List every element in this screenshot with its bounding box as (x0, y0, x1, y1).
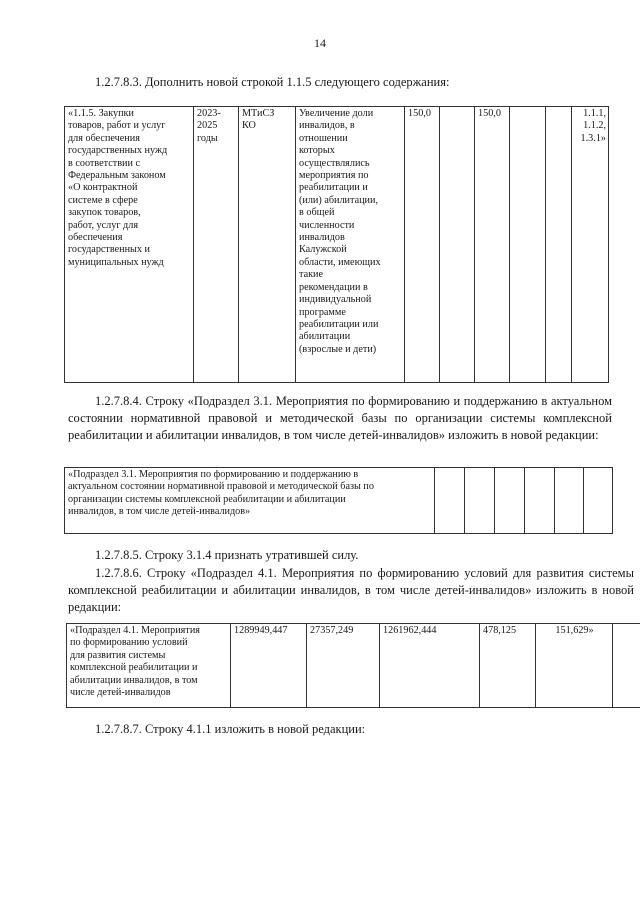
cell-total: 1289949,447 (231, 624, 307, 708)
table-subsection-4-1 (66, 623, 640, 708)
indicator-line: в общей (299, 207, 335, 219)
cell-empty (555, 468, 584, 534)
subsection-3-1-line: организации системы комплексной реабилитации и абилитации (68, 493, 346, 505)
indicator-line: отношении (299, 132, 348, 144)
paragraph-1-2-7-8-6: 1.2.7.8.6. Строку «Подраздел 4.1. Мероприятия по формированию условий для развития системы комплексной реабилитации и абилитации инвалидов, в том числе детей-инвалидов» изложить в новой редакции: (68, 566, 634, 614)
indicator-line: Калужской (299, 244, 347, 256)
indicator-line: индивидуальной (299, 294, 372, 306)
paragraph-1-2-7-8-7: 1.2.7.8.7. Строку 4.1.1 изложить в новой редакции: (95, 722, 366, 736)
subsection-4-1-line: для развития системы (70, 649, 166, 661)
cell-subsection-3-1-text (65, 468, 435, 534)
indicator-line: абилитации (299, 331, 351, 343)
link-line: 1.1.1, (583, 108, 606, 119)
indicator-line: такие (299, 269, 324, 281)
link-line: 1.1.2, (583, 120, 606, 132)
indicator-line: осуществлялись (299, 157, 370, 169)
cell-empty (495, 468, 525, 534)
indicator-line: численности (299, 219, 355, 231)
measure-name-line: в соответствии с (68, 157, 140, 169)
measure-name-line: работ, услуг для (68, 219, 139, 231)
link-line: 1.3.1» (580, 132, 606, 144)
paragraph-1-2-7-8-5: 1.2.7.8.5. Строку 3.1.4 признать утратившей силу. (95, 548, 359, 562)
measure-name-line: для обеспечения (68, 132, 140, 144)
indicator-line: инвалидов (299, 232, 345, 244)
measure-name-line: муниципальных нужд (68, 256, 164, 268)
subsection-4-1-line: числе детей-инвалидов (70, 687, 171, 699)
cell-federal: 27357,249 (307, 624, 380, 708)
measure-name-line: товаров, работ и услуг (68, 120, 166, 132)
indicator-line: (или) абилитации, (299, 194, 379, 206)
cell-regional: 1261962,444 (380, 624, 480, 708)
paragraph-1-2-7-8-4: 1.2.7.8.4. Строку «Подраздел 3.1. Мероприятия по формированию и поддержанию в актуальном состоянии нормативной правовой и методической базы по организации системы комплексной реабилитации и абилитации инвалидов, в том числе детей-инвалидов» изложить в новой редакции: (68, 394, 612, 442)
cell-links (572, 107, 609, 383)
cell-subsection-4-1-name (67, 624, 231, 708)
indicator-line: реабилитации или (299, 318, 379, 330)
subsection-3-1-line: актуальном состоянии нормативной правовой и методической базы по (68, 481, 374, 493)
measure-name-line: системе в сфере (68, 194, 138, 206)
cell-executor (239, 107, 296, 383)
cell-value-3: 150,0 (475, 107, 510, 383)
indicator-line: (взрослые и дети) (299, 343, 377, 355)
subsection-3-1-line: «Подраздел 3.1. Мероприятия по формированию и поддержанию в (68, 469, 359, 480)
measure-name-line: государственных и (68, 244, 150, 256)
period-line: годы (197, 132, 218, 144)
cell-extra (613, 624, 640, 708)
cell-empty (435, 468, 465, 534)
cell-value-5 (546, 107, 572, 383)
measure-name-line: государственных нужд (68, 145, 168, 157)
period-line: 2023- (197, 108, 221, 119)
subsection-4-1-line: комплексной реабилитации и (70, 662, 198, 674)
indicator-line: программе (299, 306, 346, 318)
indicator-line: мероприятия по (299, 170, 369, 182)
cell-other: 151,629» (536, 624, 613, 708)
cell-empty (584, 468, 613, 534)
measure-name-line: Федеральным законом (68, 170, 166, 182)
cell-period (194, 107, 239, 383)
indicator-line: рекомендации в (299, 281, 368, 293)
measure-name-line: «О контрактной (68, 182, 138, 194)
cell-indicator (296, 107, 405, 383)
cell-value-2 (440, 107, 475, 383)
paragraph-1-2-7-8-3: 1.2.7.8.3. Дополнить новой строкой 1.1.5 следующего содержания: (95, 75, 450, 89)
table-subsection-3-1 (64, 467, 613, 534)
period-line: 2025 (197, 120, 218, 132)
indicator-line: инвалидов, в (299, 120, 355, 132)
executor-line: КО (242, 120, 256, 132)
cell-empty (465, 468, 495, 534)
measure-name-line: обеспечения (68, 232, 123, 244)
page-number: 14 (314, 36, 326, 50)
measure-name-line: закупок товаров, (68, 207, 141, 219)
subsection-4-1-line: абилитации инвалидов, в том (70, 674, 198, 686)
indicator-line: которых (299, 145, 335, 157)
executor-line: МТиСЗ (242, 108, 275, 119)
indicator-line: Увеличение доли (299, 108, 374, 119)
measure-name-line: «1.1.5. Закупки (68, 108, 134, 119)
table-row-1-1-5 (64, 106, 609, 383)
cell-value-4 (510, 107, 546, 383)
indicator-line: реабилитации и (299, 182, 368, 194)
cell-empty (525, 468, 555, 534)
indicator-line: области, имеющих (299, 256, 381, 268)
subsection-4-1-line: «Подраздел 4.1. Мероприятия (70, 625, 200, 636)
cell-measure-name (65, 107, 194, 383)
cell-value-1: 150,0 (405, 107, 440, 383)
subsection-4-1-line: по формированию условий (70, 637, 188, 649)
cell-municipal: 478,125 (480, 624, 536, 708)
subsection-3-1-line: инвалидов, в том числе детей-инвалидов» (68, 506, 251, 518)
